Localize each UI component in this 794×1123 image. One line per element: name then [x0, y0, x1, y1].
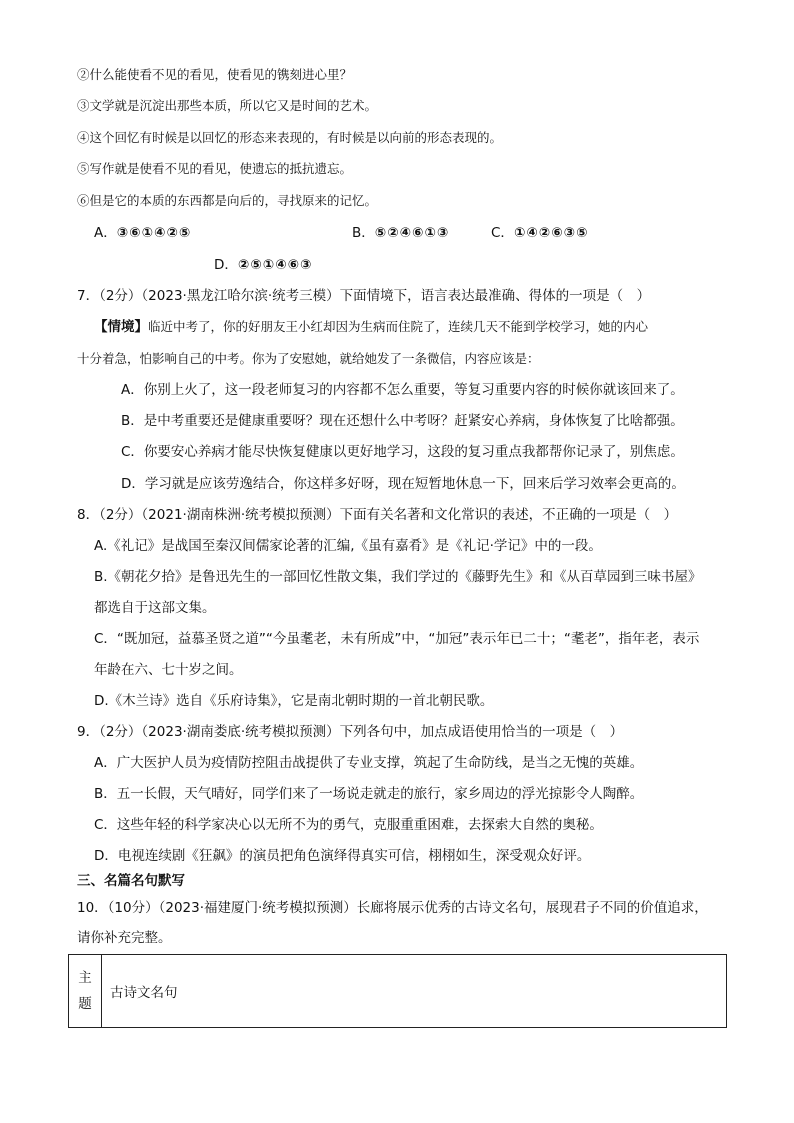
q8-option-c[interactable]: C．“既加冠，益慕圣贤之道”“今虽耄老，未有所成”中，“加冠”表示年已二十；“耄老”，指年老，表示: [94, 631, 700, 647]
q6-option-d[interactable]: [214, 256, 313, 274]
q6-option-a[interactable]: [94, 224, 191, 242]
q6-option-a-label: A．: [94, 225, 117, 241]
table-header-char-1: 主: [78, 970, 92, 986]
q7-option-b[interactable]: B．是中考重要还是健康重要呀？现在还想什么中考呀？赶紧安心养病，身体恢复了比啥都强。: [121, 413, 684, 429]
q6-option-d-label: D．: [214, 257, 238, 273]
q9-option-c[interactable]: C．这些年轻的科学家决心以无所不为的勇气，克服重重困难，去探索大自然的奥秘。: [94, 817, 603, 833]
q9-option-a[interactable]: A．广大医护人员为疫情防控阻击战提供了专业支撑，筑起了生命防线，是当之无愧的英雄。: [94, 755, 644, 771]
q10-stem-line1: 10．（10分）（2023·福建厦门·统考模拟预测）长廊将展示优秀的古诗文名句，展现君子不同的价值追求，: [77, 900, 708, 916]
q7-option-c[interactable]: C．你要安心养病才能尽快恢复健康以更好地学习，这段的复习重点我都帮你记录了，别焦虑。: [121, 444, 684, 460]
q7-stem: 7．（2分）（2023·黑龙江哈尔滨·统考三模）下面情境下，语言表达最准确、得体的一项是（ ）: [77, 288, 651, 304]
q6-option-d-value: ②⑤①④⑥③: [237, 257, 313, 273]
q7-scenario-line2: 十分着急，怕影响自己的中考。你为了安慰她，就给她发了一条微信，内容应该是：: [77, 351, 540, 366]
q9-option-d[interactable]: D．电视连续剧《狂飙》的演员把角色演绎得真实可信，栩栩如生，深受观众好评。: [94, 848, 591, 864]
q8-option-b[interactable]: B.《朝花夕拾》是鲁迅先生的一部回忆性散文集，我们学过的《藤野先生》和《从百草园到三味书屋》: [94, 569, 702, 585]
q6-option-c-label: C．: [491, 225, 514, 241]
q6-option-b[interactable]: [352, 224, 449, 242]
sentence-item-2: ②什么能使看不见的看见，使看见的镌刻进心里？: [77, 67, 353, 82]
table-header-cell: [69, 955, 102, 1028]
q8-option-c-cont: 年龄在六、七十岁之间。: [94, 662, 243, 678]
sentence-item-3: ③文学就是沉淀出那些本质，所以它又是时间的艺术。: [77, 98, 378, 113]
q7-scenario-tag: 【情境】: [94, 319, 148, 335]
q7-option-a[interactable]: A．你别上火了，这一段老师复习的内容都不怎么重要，等复习重要内容的时候你就该回来了。: [121, 382, 684, 398]
q6-option-b-value: ⑤②④⑥①③: [374, 225, 450, 241]
q7-scenario-text1: 临近中考了，你的好朋友王小红却因为生病而住院了，连续几天不能到学校学习，她的内心: [148, 319, 649, 334]
sentence-item-6: ⑥但是它的本质的东西都是向后的，寻找原来的记忆。: [77, 193, 378, 208]
q10-table: [68, 954, 727, 1028]
q8-option-d[interactable]: D.《木兰诗》选自《乐府诗集》，它是南北朝时期的一首北朝民歌。: [94, 693, 494, 709]
q8-stem: 8．（2分）（2021·湖南株洲·统考模拟预测）下面有关名著和文化常识的表述，不正确的一项是（ ）: [77, 507, 678, 523]
q6-option-c-value: ①④②⑥③⑤: [513, 225, 589, 241]
section-heading: 三、名篇名句默写: [77, 873, 185, 889]
q10-stem-line2: 请你补充完整。: [77, 930, 172, 946]
q9-option-b[interactable]: B．五一长假，天气晴好，同学们来了一场说走就走的旅行，家乡周边的浮光掠影令人陶醉。: [94, 786, 644, 802]
q7-scenario-line1: [94, 318, 648, 336]
sentence-item-4: ④这个回忆有时候是以回忆的形态来表现的，有时候是以向前的形态表现的。: [77, 130, 503, 145]
q8-option-b-cont: 都选自于这部文集。: [94, 600, 216, 616]
q7-option-d[interactable]: D．学习就是应该劳逸结合，你这样多好呀，现在短暂地休息一下，回来后学习效率会更高的。: [121, 476, 685, 492]
q6-option-a-value: ③⑥①④②⑤: [116, 225, 192, 241]
sentence-item-5: ⑤写作就是使看不见的看见，使遗忘的抵抗遗忘。: [77, 161, 353, 176]
q9-stem: 9．（2分）（2023·湖南娄底·统考模拟预测）下列各句中，加点成语使用恰当的一项是（ ）: [77, 724, 624, 740]
table-row: [69, 955, 727, 1028]
table-header-char-2: 题: [78, 996, 92, 1012]
table-content-cell: 古诗文名句: [102, 955, 727, 1028]
q6-option-c[interactable]: [491, 224, 589, 242]
q6-option-b-label: B．: [352, 225, 375, 241]
q8-option-a[interactable]: A.《礼记》是战国至秦汉间儒家论著的汇编,《虽有嘉肴》是《礼记·学记》中的一段。: [94, 538, 602, 554]
